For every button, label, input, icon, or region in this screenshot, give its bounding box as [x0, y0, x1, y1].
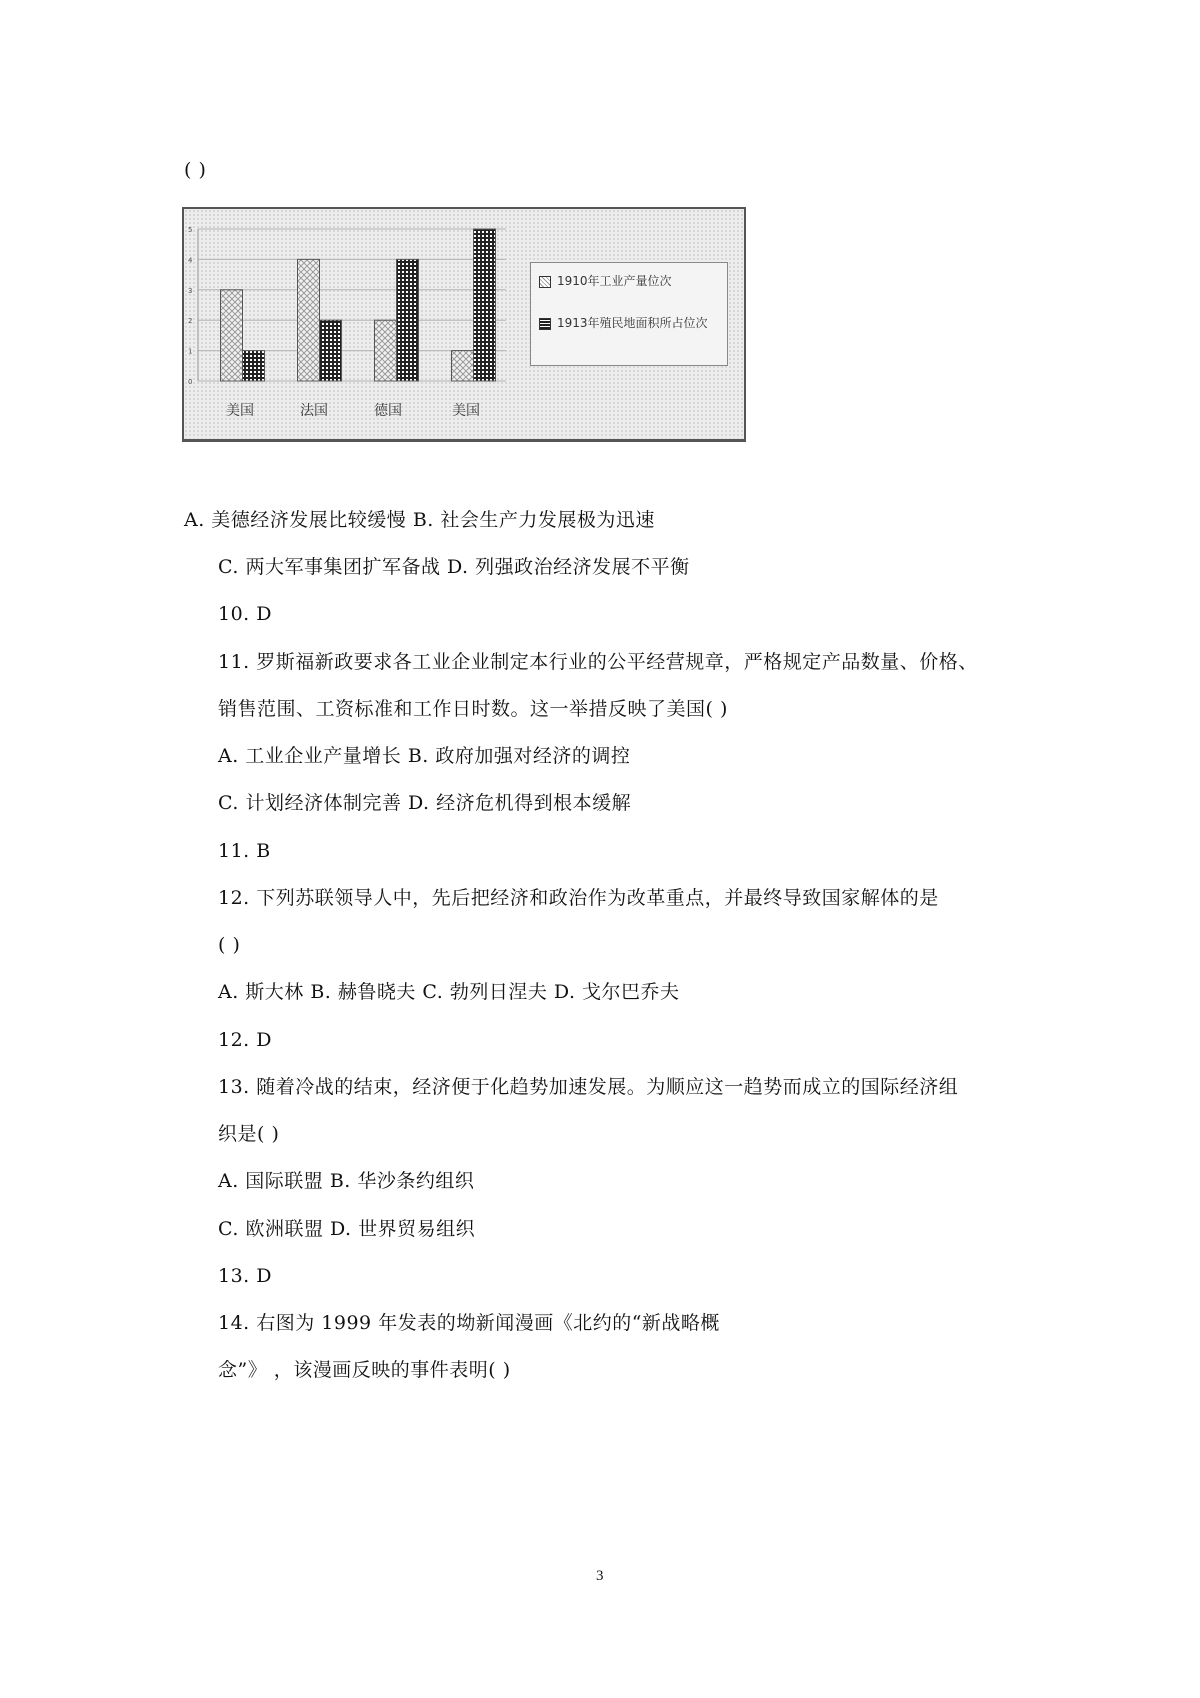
y-tick-label: 5 [188, 226, 193, 234]
y-tick-label: 1 [188, 347, 193, 356]
y-tick-label: 2 [188, 317, 193, 326]
text-line: A. 国际联盟 B. 华沙条约组织 [218, 1170, 475, 1192]
bar-1910-1 [221, 290, 243, 381]
y-tick-label: 3 [188, 286, 193, 295]
text-line: 织是( ) [218, 1123, 280, 1145]
y-tick-label: 4 [188, 256, 193, 265]
category-label-1: 美国 [226, 403, 254, 419]
legend-item-1910 [539, 273, 719, 290]
legend-item-1913 [539, 315, 719, 332]
bar-1913-2 [320, 320, 342, 381]
text-line: C. 欧洲联盟 D. 世界贸易组织 [218, 1218, 476, 1240]
text-line: 10. D [218, 603, 272, 625]
legend-swatch-dark [539, 318, 551, 330]
text-line: 12. D [218, 1029, 272, 1051]
text-line: 念”》 ，该漫画反映的事件表明( ) [218, 1359, 511, 1381]
bar-1910-3 [375, 320, 397, 381]
category-label-3: 德国 [374, 403, 402, 419]
bar-1913-1 [243, 351, 265, 381]
chart-legend [530, 262, 728, 366]
text-line: 12. 下列苏联领导人中，先后把经济和政治作为改革重点，并最终导致国家解体的是 [218, 887, 939, 909]
text-line: C. 两大军事集团扩军备战 D. 列强政治经济发展不平衡 [218, 556, 690, 578]
bar-1910-4 [452, 351, 474, 381]
text-line: 11. 罗斯福新政要求各工业企业制定本行业的公平经营规章，严格规定产品数量、价格、 [218, 651, 978, 673]
text-line: 13. 随着冷战的结束，经济便于化趋势加速发展。为顺应这一趋势而成立的国际经济组 [218, 1076, 959, 1098]
category-label-2: 法国 [300, 403, 328, 419]
legend-swatch-light [539, 276, 551, 288]
text-line: 14. 右图为 1999 年发表的坳新闻漫画《北约的“新战略概 [218, 1312, 720, 1334]
category-label-4: 美国 [452, 403, 480, 419]
page-number: 3 [596, 1568, 604, 1584]
legend-label-1910: 1910年工业产量位次 [557, 274, 672, 288]
text-line: C. 计划经济体制完善 D. 经济危机得到根本缓解 [218, 792, 632, 814]
legend-label-1913: 1913年殖民地面积所占位次 [557, 316, 708, 330]
text-line: 13. D [218, 1265, 272, 1287]
text-line: 销售范围、工资标准和工作日时数。这一举措反映了美国( ) [218, 698, 728, 720]
bar-1913-4 [474, 229, 496, 381]
bar-1910-2 [298, 259, 320, 381]
text-line: A. 美德经济发展比较缓慢 B. 社会生产力发展极为迅速 [184, 509, 655, 531]
question-paren: ( ) [184, 159, 207, 181]
text-line: A. 斯大林 B. 赫鲁晓夫 C. 勃列日涅夫 D. 戈尔巴乔夫 [218, 981, 680, 1003]
text-line: ( ) [218, 934, 241, 956]
y-tick-label: 0 [188, 378, 193, 386]
bar-1913-3 [397, 259, 419, 381]
text-line: 11. B [218, 840, 271, 862]
text-line: A. 工业企业产量增长 B. 政府加强对经济的调控 [218, 745, 631, 767]
